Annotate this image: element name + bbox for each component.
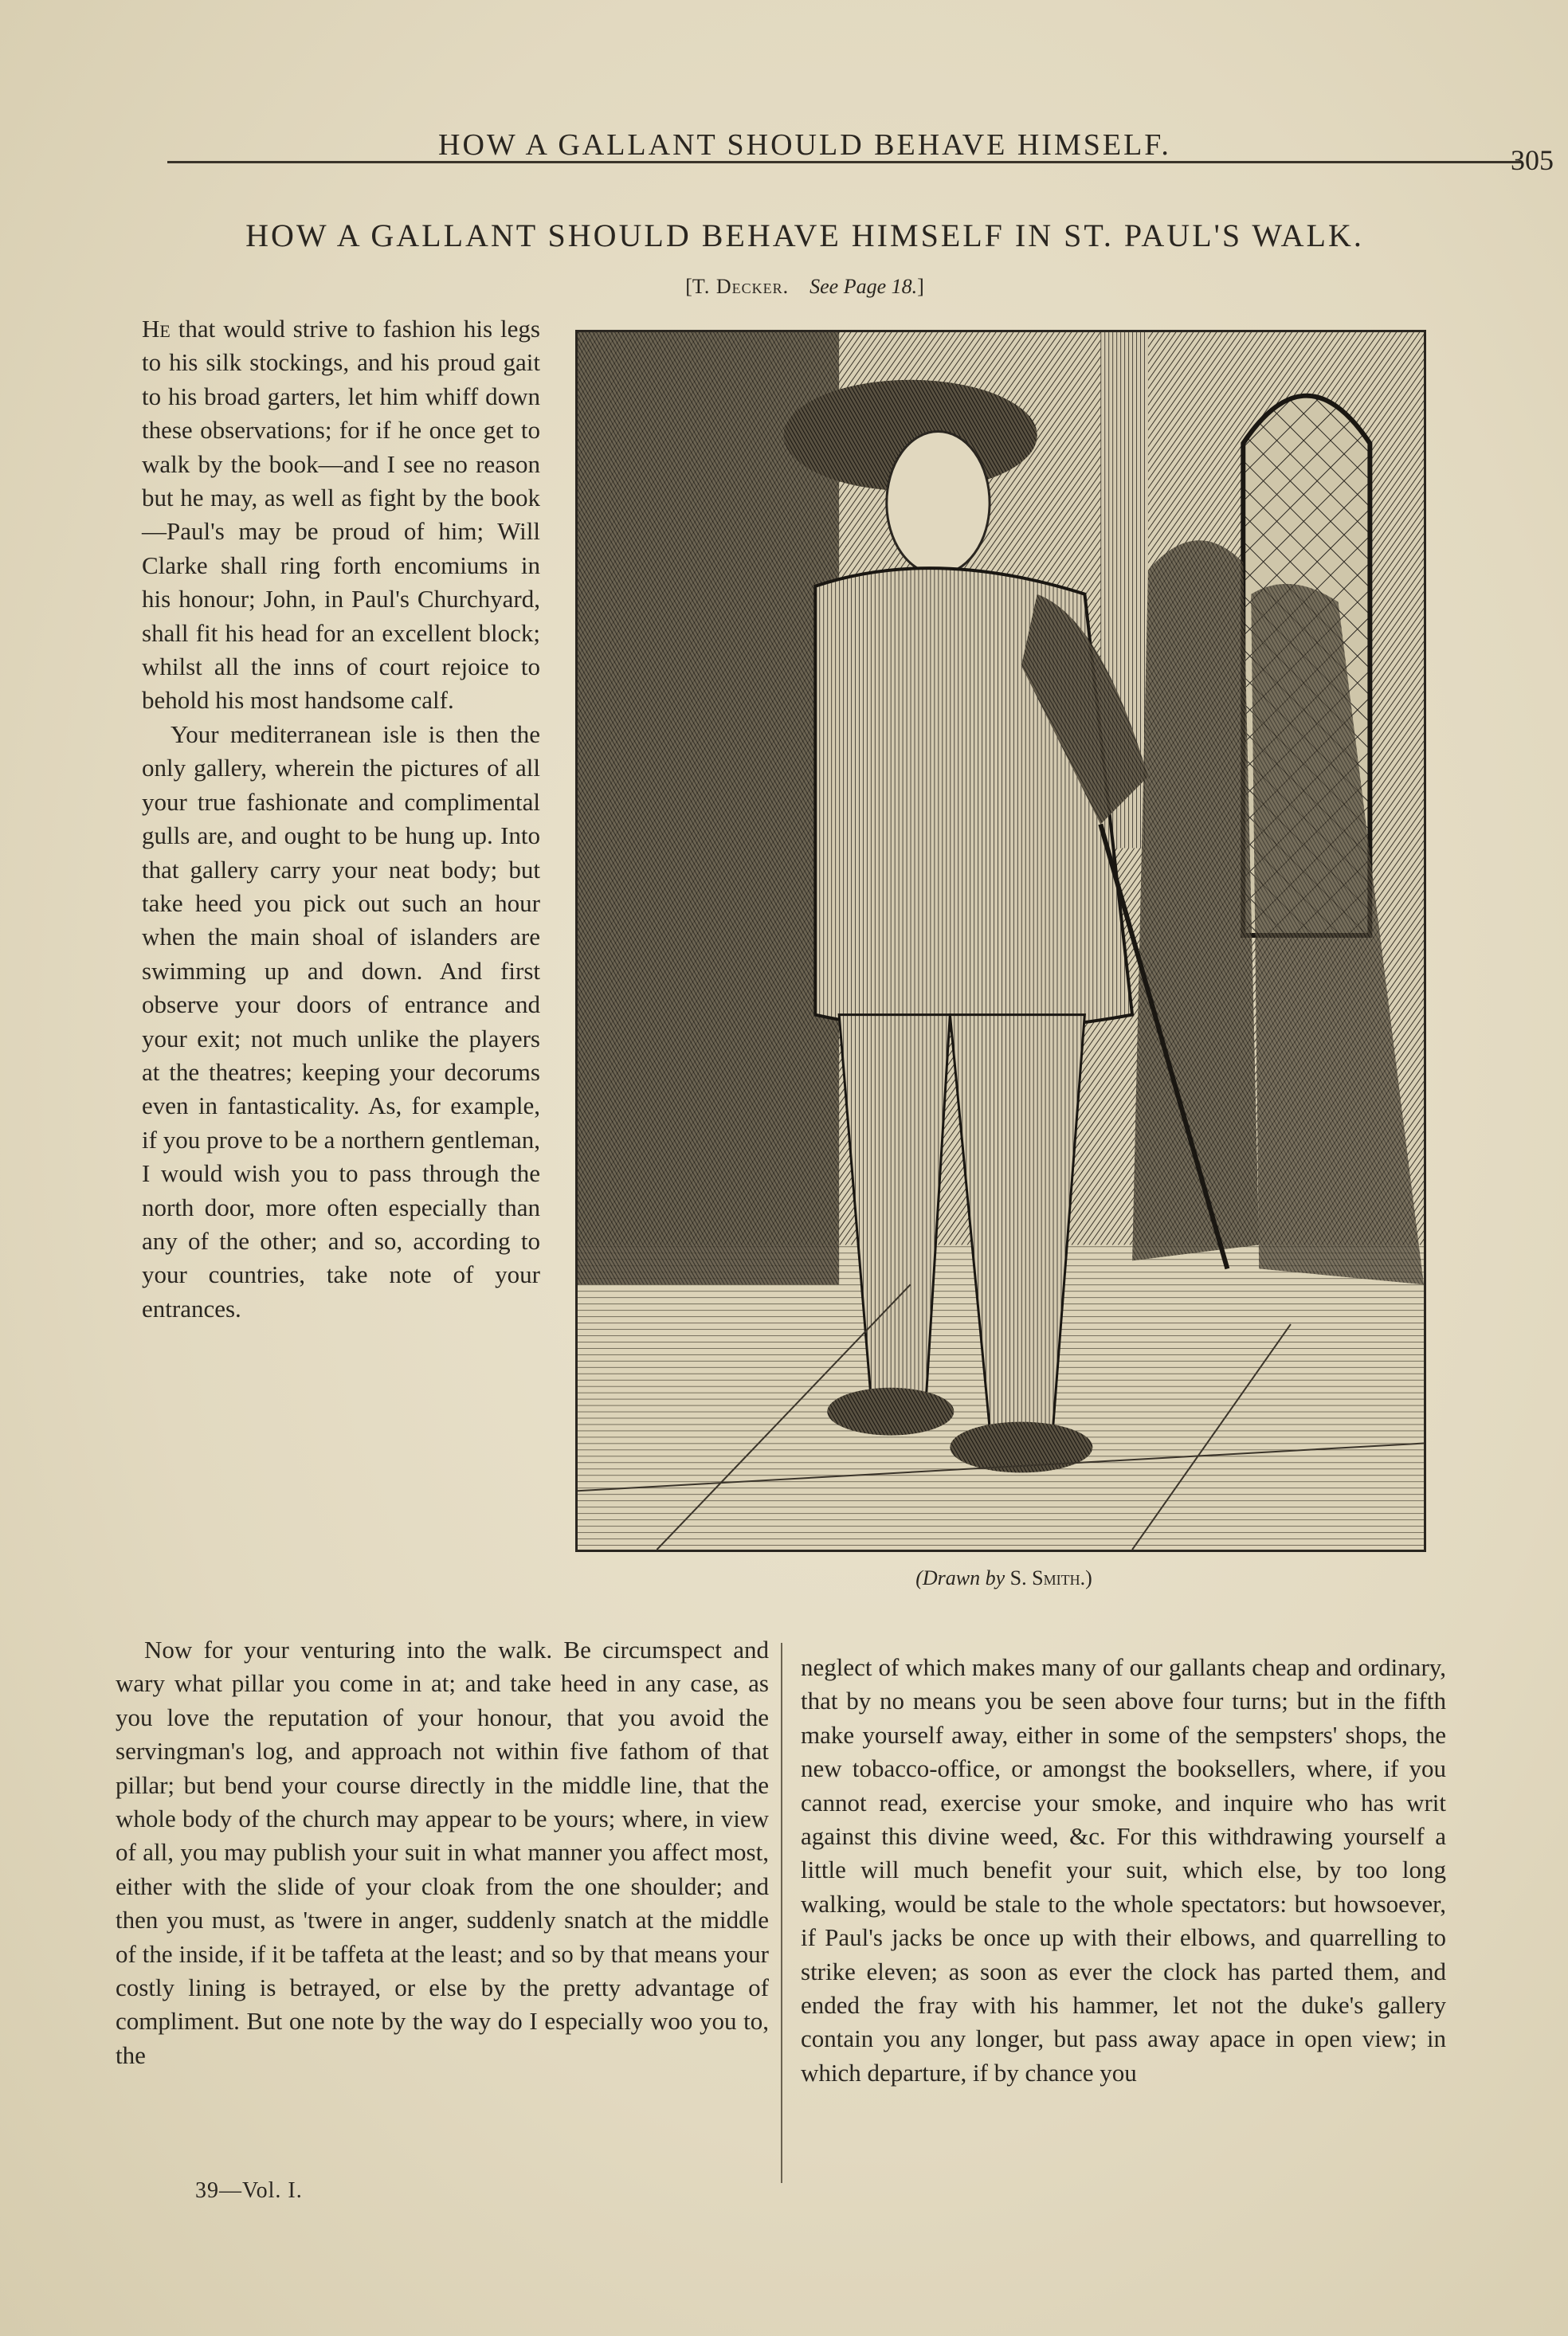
paragraph-3-continued: neglect of which makes many of our gallants cheap and ordinary, that by no means you be seen above four turns; but in the fifth make yourself away, either in some of the sempsters' shops, the new tobacco-office, or amongst the booksellers, where, if you cannot read, exercise your smoke, and inquire who has writ against this divine weed, &c. For this withdrawing yourself a little will much benefit your suit, which else, by too long walking, would be stale to the whole spectators: but howsoever, if Paul's jacks be once up with their elbows, and quarrelling to strike eleven; as soon as ever the clock has parted them, and ended the fray with his hammer, let not the duke's gallery contain you any longer, but pass away apace in open view; in which departure, if by chance you (801, 1653, 1446, 2087)
column-divider (781, 1643, 782, 2183)
left-text-column (142, 312, 540, 1326)
caption-suffix: ) (1085, 1566, 1092, 1589)
paragraph-1-text: that would strive to fashion his legs to his silk stockings, and his proud gait to his broad garters, let him whiff down these observations; for if he once get to walk by the book—and I see no reason but he may, as well as fight by the book—Paul's may be proud of him; Will Clarke shall ring forth encomiums in his honour; John, in Paul's Churchyard, shall fit his head for an excellent block; whilst all the inns of court rejoice to behold his most handsome calf. (142, 315, 540, 715)
paragraph-3: Now for your venturing into the walk. Be circumspect and wary what pillar you come in at; and take heed in any case, as you love the reputation of your honour, that you avoid the servingman's log, and approach not within five fathom of that pillar; but bend your course directly in the middle line, that the whole body of the church may appear to be yours; where, in view of all, you may publish your suit in what manner you affect most, either with the slide of your cloak from the one shoulder; and then you must, as 'twere in anger, suddenly snatch at the middle of the inside, if it be taffeta at the least; and so by that means your costly lining is betrayed, or else by the pretty advantage of compliment. But one note by the way do I especially woo you to, the (116, 1636, 769, 2069)
caption-artist: S. Smith. (1009, 1566, 1086, 1589)
caption-prefix: (Drawn by (915, 1566, 1010, 1589)
attribution (96, 275, 1514, 299)
illustration-caption (797, 1566, 1211, 1590)
engraving-illustration (575, 330, 1426, 1552)
opening-word: He (142, 315, 171, 343)
attribution-author: T. Decker. (692, 275, 790, 298)
gallant-engraving-image (578, 332, 1424, 1550)
bottom-right-column (801, 1651, 1446, 2090)
attribution-open-bracket: [ (685, 275, 692, 298)
running-head-title: HOW A GALLANT SHOULD BEHAVE HIMSELF. (438, 128, 1171, 162)
paragraph-2: Your mediterranean isle is then the only gallery, wherein the pictures of all your true fashionate and complimental gulls are, and ought to be hung up. Into that gallery carry your neat body; but take heed you pick out such an hour when the main shoal of islanders are swimming up and down. And first observe your doors of entrance and your exit; not much unlike the players at the theatres; keeping your decorums even in fantasticality. As, for example, if you prove to be a northern gentleman, I would wish you to pass through the north door, more often especially than any of the other; and so, according to your countries, take note of your entrances. (142, 719, 540, 1323)
attribution-close-bracket: ] (917, 275, 924, 298)
page-number: 305 (1511, 144, 1554, 176)
running-head (167, 127, 1554, 183)
article-title: HOW A GALLANT SHOULD BEHAVE HIMSELF IN ST. PAUL'S WALK. (245, 218, 1364, 253)
attribution-reference: See Page 18. (809, 275, 918, 298)
signature-mark: 39—Vol. I. (195, 2178, 303, 2203)
bottom-left-column (116, 1633, 769, 2072)
paragraph-1 (142, 312, 540, 718)
